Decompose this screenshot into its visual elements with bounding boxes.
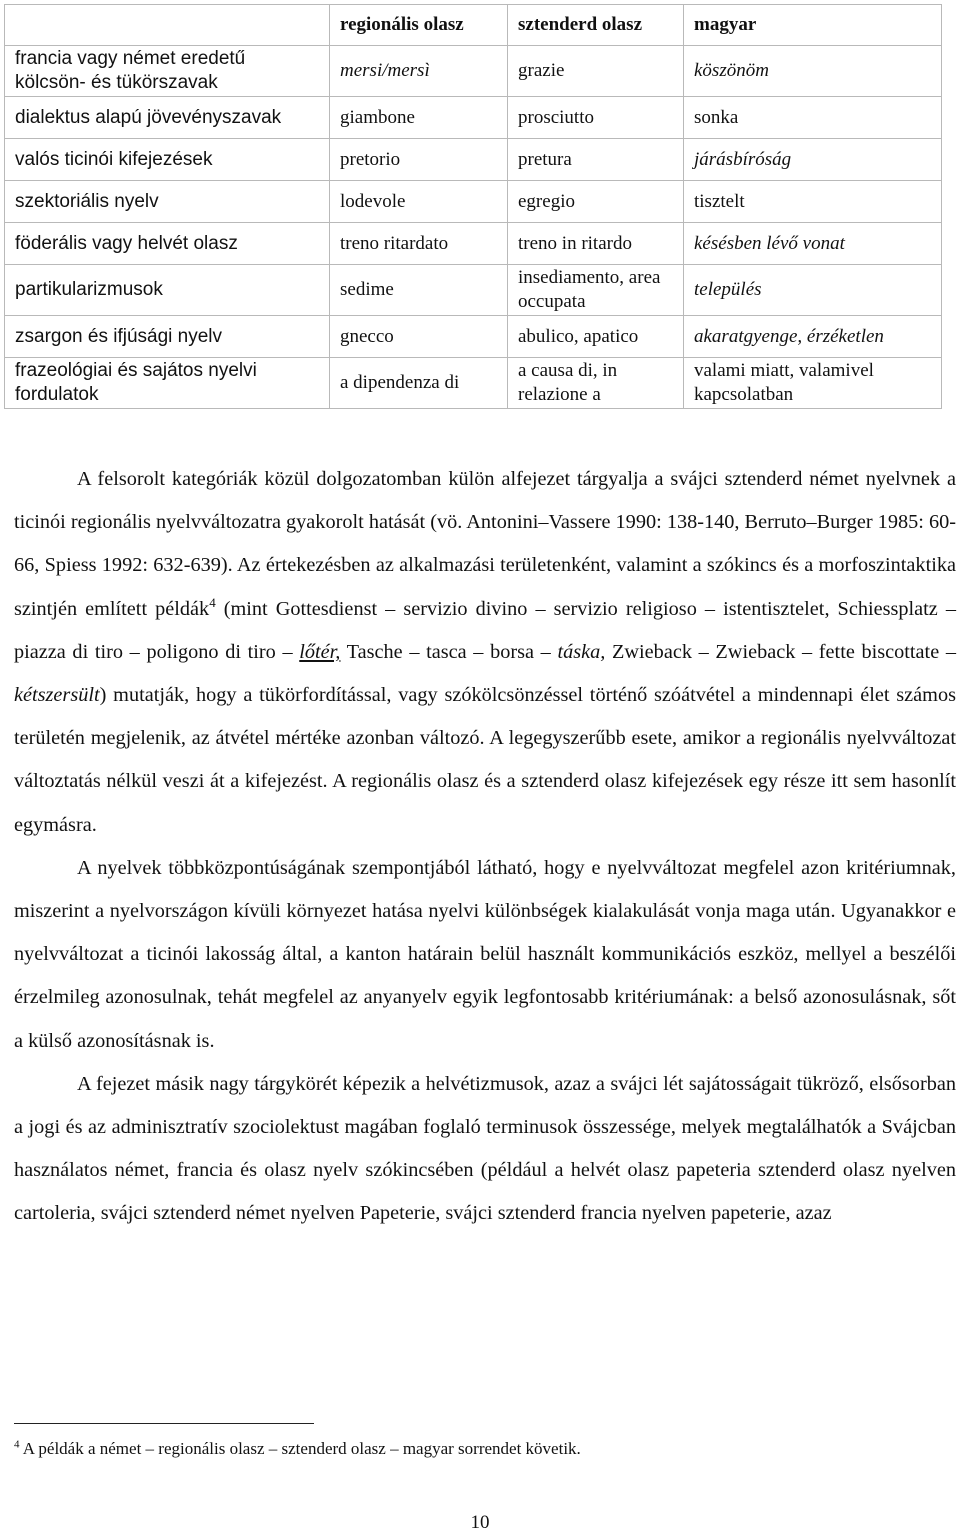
table-row (5, 265, 942, 316)
cell-category: valós ticinói kifejezések (5, 139, 330, 181)
table-row (5, 223, 942, 265)
cell-standard: abulico, apatico (508, 316, 684, 358)
cell-hungarian: tisztelt (684, 181, 942, 223)
footnote-text: A példák a német – regionális olasz – sztenderd olasz – magyar sorrendet követik. (19, 1439, 581, 1458)
paragraph-1-italic-2: táska, (557, 640, 606, 663)
cell-regional: lodevole (330, 181, 508, 223)
table-row (5, 46, 942, 97)
paragraph-1-italic-1: lőtér, (299, 640, 341, 663)
footnote-divider (14, 1423, 314, 1424)
cell-regional: treno ritardato (330, 223, 508, 265)
cell-standard: a causa di, in relazione a (508, 358, 684, 409)
cell-hungarian: sonka (684, 97, 942, 139)
paragraph-1-text-a: A felsorolt kategóriák közül dolgozatomban külön alfejezet tárgyalja a svájci sztenderd német nyelvnek a ticinói regionális nyelvváltozatra gyakorolt hatását (vö. Antonini–Vassere 1990: 138-140, Berruto–Burger 1985: 60-66, Spiess 1992: 632-639). Az értekezésben az alkalmazási területenként, valamint a szókincs és a morfoszintaktika szintjén említett példák (14, 468, 956, 620)
cell-regional: a dipendenza di (330, 358, 508, 409)
paragraph-1-text-e: ) mutatják, hogy a tükörfordítással, vagy szókölcsönzéssel történő szóátvétel a mindennapi élet számos területén megjelenik, az átvétel mértéke azonban változó. A legegyszerűbb esete, amikor a regionális nyelvváltozat változtatás nélkül veszi át a kifejezést. A regionális olasz és a sztenderd olasz kifejezések egy része itt sem hasonlít egymásra. (14, 684, 956, 836)
footnote-number: 4 (14, 1438, 20, 1451)
cell-hungarian: valami miatt, valamivel kapcsolatban (684, 358, 942, 409)
cell-category: partikularizmusok (5, 265, 330, 316)
cell-category: francia vagy német eredetű kölcsön- és tükörszavak (5, 46, 330, 97)
table-row (5, 358, 942, 409)
paragraph-3: A fejezet másik nagy tárgykörét képezik a helvétizmusok, azaz a svájci lét sajátosságait tükröző, elsősorban a jogi és az adminisztratív szociolektust magában foglaló terminusok összessége, melyek megtalálhatók a Svájcban használatos német, francia és olasz nyelv szókincsében (például a helvét olasz papeteria sztenderd olasz nyelven cartoleria, svájci sztenderd német nyelven Papeterie, svájci sztenderd francia nyelven papeterie, azaz (14, 1072, 956, 1225)
paragraph-1-text-b: (mint Gottesdienst – servizio divino – servizio religioso – istentisztelet, Schiessplatz – piazza di tiro – poligono di tiro – (14, 597, 956, 663)
cell-standard: grazie (508, 46, 684, 97)
cell-standard: insediamento, area occupata (508, 265, 684, 316)
table-row (5, 316, 942, 358)
cell-regional: giambone (330, 97, 508, 139)
table-row (5, 97, 942, 139)
cell-regional: mersi/mersì (330, 46, 508, 97)
header-category (5, 5, 330, 46)
cell-regional: sedime (330, 265, 508, 316)
page-number: 10 (470, 1512, 490, 1533)
header-hungarian: magyar (684, 5, 942, 46)
footnote-ref: 4 (209, 594, 216, 610)
cell-hungarian: akaratgyenge, érzéketlen (684, 316, 942, 358)
cell-standard: egregio (508, 181, 684, 223)
footnote (14, 1437, 944, 1461)
cell-hungarian: köszönöm (684, 46, 942, 97)
cell-standard: prosciutto (508, 97, 684, 139)
paragraph-1-italic-3: kétszersült (14, 684, 100, 707)
cell-category: zsargon és ifjúsági nyelv (5, 316, 330, 358)
header-standard: sztenderd olasz (508, 5, 684, 46)
cell-hungarian: járásbíróság (684, 139, 942, 181)
cell-regional: pretorio (330, 139, 508, 181)
cell-standard: treno in ritardo (508, 223, 684, 265)
cell-category: szektoriális nyelv (5, 181, 330, 223)
cell-category: dialektus alapú jövevényszavak (5, 97, 330, 139)
table-row (5, 181, 942, 223)
cell-category: frazeológiai és sajátos nyelvi fordulatok (5, 358, 330, 409)
paragraph-2: A nyelvek többközpontúságának szempontjából látható, hogy e nyelvváltozat megfelel azon kritériumnak, miszerint a nyelvországon kívüli környezet hatása nyelvi különbségek kialakulását vonja maga után. Ugyanakkor e nyelvváltozat a ticinói lakosság által, a kanton határain belül használt kommunikációs eszköz, mellyel a beszélői érzelmileg azonosulnak, tehát megfelel az anyanyelv egyik legfontosabb kritériumának: a belső azonosulásnak, sőt a külső azonosításnak is. (14, 856, 956, 1052)
cell-standard: pretura (508, 139, 684, 181)
table-header-row (5, 5, 942, 46)
paragraph-1-text-d: Zwieback – Zwieback – fette biscottate – (605, 640, 956, 663)
paragraph-1 (14, 458, 956, 847)
cell-regional: gnecco (330, 316, 508, 358)
cell-hungarian: késésben lévő vonat (684, 223, 942, 265)
cell-hungarian: település (684, 265, 942, 316)
cell-category: föderális vagy helvét olasz (5, 223, 330, 265)
table-row (5, 139, 942, 181)
vocabulary-table (4, 4, 942, 409)
header-regional: regionális olasz (330, 5, 508, 46)
body-text (14, 458, 956, 1236)
paragraph-1-text-c: Tasche – tasca – borsa – (340, 640, 558, 663)
